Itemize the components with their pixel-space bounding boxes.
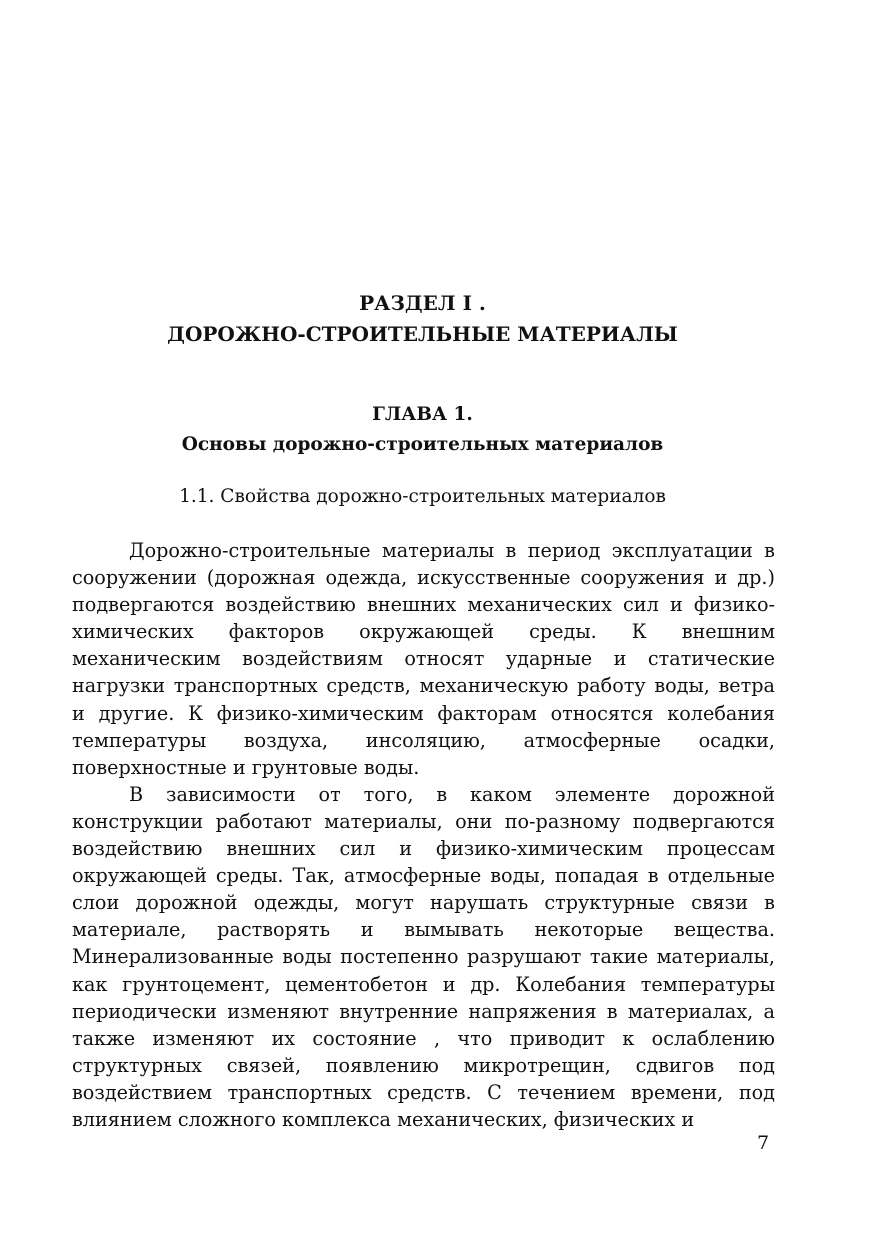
chapter-number: ГЛАВА 1. [372,404,473,425]
section-number: РАЗДЕЛ I . [359,291,486,315]
paragraph-2: В зависимости от того, в каком элементе дорожной конструкции работают материалы, они по-разному подвергаются воздействию внешних сил и физико-химическим процессам окружающей среды. Так, атмосферные воды, попадая в отдельные слои дорожной одежды, могут нарушать структурные связи в материале, растворять и вымывать некоторые вещества. Минерализованные воды постепенно разрушают такие материалы, как грунтоцемент, цементобетон и др. Колебания температуры периодически изменяют внутренние напряжения в материалах, а также изменяют их состояние , что приводит к ослаблению структурных связей, появлению микротрещин, сдвигов под воздействием транспортных средств. С течением времени, под влиянием сложного комплекса механических, физических и [72,782,775,1131]
body-text [72,537,775,1133]
chapter-heading [0,400,845,460]
section-name: ДОРОЖНО-СТРОИТЕЛЬНЫЕ МАТЕРИАЛЫ [167,322,678,346]
page-number: 7 [757,1132,770,1154]
section-heading [0,288,845,350]
paragraph-1: Дорожно-строительные материалы в период эксплуатации в сооружении (дорожная одежда, искусственные сооружения и др.) подвергаются воздействию внешних механических сил и физико-химических факторов окружающей среды. К внешним механическим воздействиям относят ударные и статические нагрузки транспортных средств, механическую работу воды, ветра и другие. К физико-химическим факторам относятся колебания температуры воздуха, инсоляцию, атмосферные осадки, поверхностные и грунтовые воды. [72,539,775,779]
subsection-heading: 1.1. Свойства дорожно-строительных материалов [179,486,666,507]
chapter-name: Основы дорожно-строительных материалов [181,434,664,455]
